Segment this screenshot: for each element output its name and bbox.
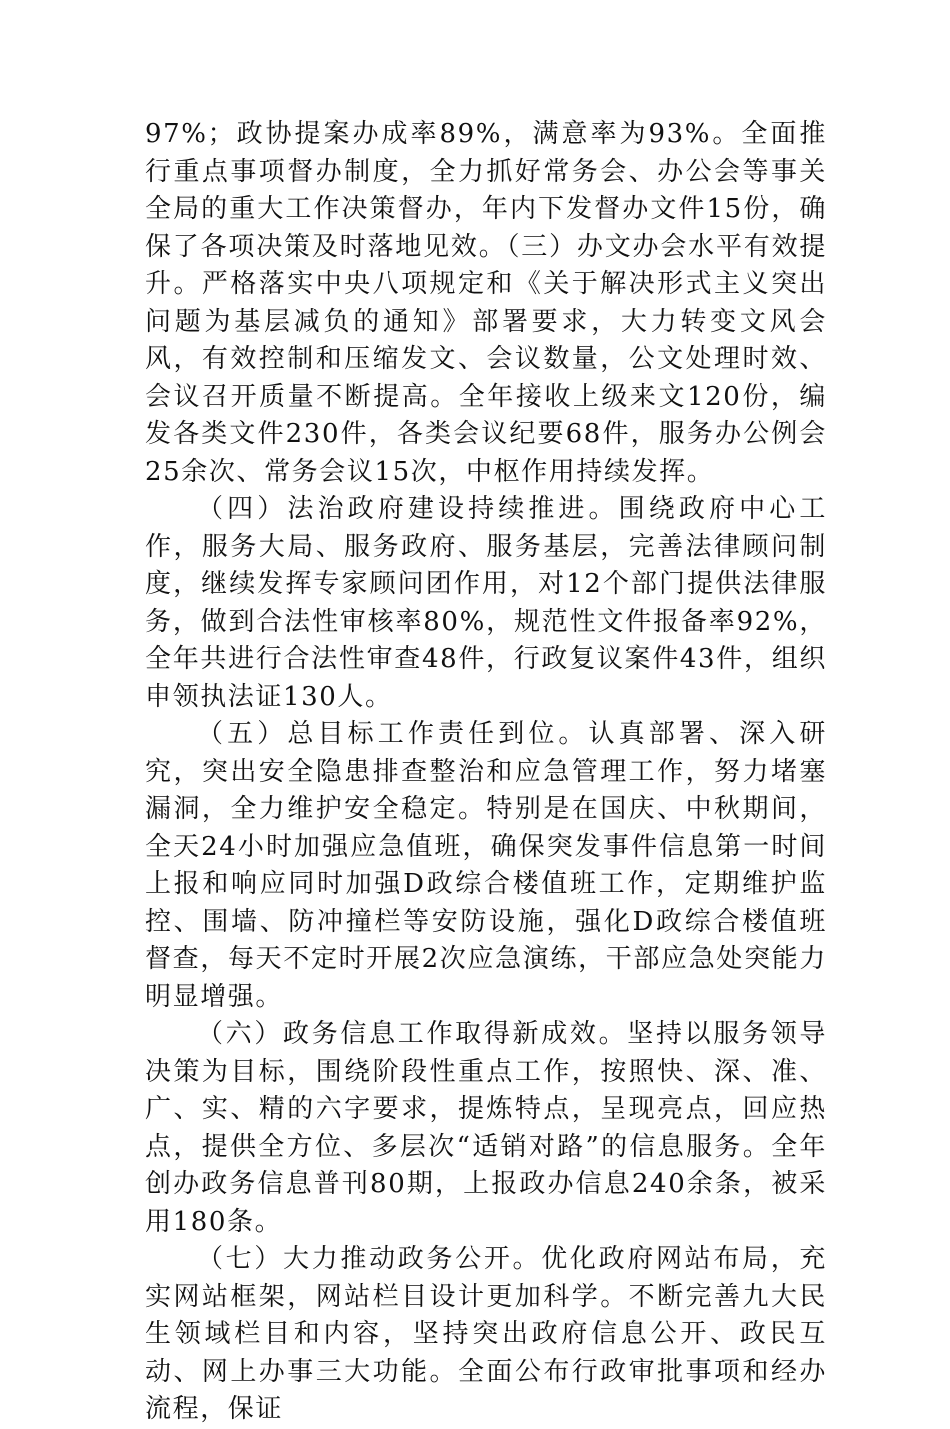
paragraph-rule-of-law: （四）法治政府建设持续推进。围绕政府中心工作，服务大局、服务政府、服务基层，完善法律顾问制度，继续发挥专家顾问团作用，对12个部门提供法律服务，做到合法性审核率80%，规范性文件报备率92%，全年共进行合法性审查48件，行政复议案件43件，组织申领执法证130人。 [145, 494, 827, 712]
paragraph-government-affairs-openness: （七）大力推动政务公开。优化政府网站布局，充实网站框架，网站栏目设计更加科学。不断完善九大民生领域栏目和内容，坚持突出政府信息公开、政民互动、网上办事三大功能。全面公布行政审批事项和经办流程，保证 [145, 1244, 827, 1424]
paragraph-target-responsibility: （五）总目标工作责任到位。认真部署、深入研究，突出安全隐患排查整治和应急管理工作，努力堵塞漏洞，全力维护安全稳定。特别是在国庆、中秋期间，全天24小时加强应急值班，确保突发事件信息第一时间上报和响应同时加强D政综合楼值班工作，定期维护监控、围墙、防冲撞栏等安防设施，强化D政综合楼值班督查，每天不定时开展2次应急演练，干部应急处突能力明显增强。 [145, 719, 827, 1012]
paragraph-government-information: （六）政务信息工作取得新成效。坚持以服务领导决策为目标，围绕阶段性重点工作，按照快、深、准、广、实、精的六字要求，提炼特点，呈现亮点，回应热点，提供全方位、多层次“适销对路”的信息服务。全年创办政务信息普刊80期，上报政办信息240余条，被采用180条。 [145, 1019, 827, 1237]
document-body [145, 116, 827, 1429]
paragraph-continued: 97%；政协提案办成率89%，满意率为93%。全面推行重点事项督办制度，全力抓好常务会、办公会等事关全局的重大工作决策督办，年内下发督办文件15份，确保了各项决策及时落地见效。（三）办文办会水平有效提升。严格落实中央八项规定和《关于解决形式主义突出问题为基层减负的通知》部署要求，大力转变文风会风，有效控制和压缩发文、会议数量，公文处理时效、会议召开质量不断提高。全年接收上级来文120份，编发各类文件230件，各类会议纪要68件，服务办公例会25余次、常务会议15次，中枢作用持续发挥。 [145, 119, 827, 487]
